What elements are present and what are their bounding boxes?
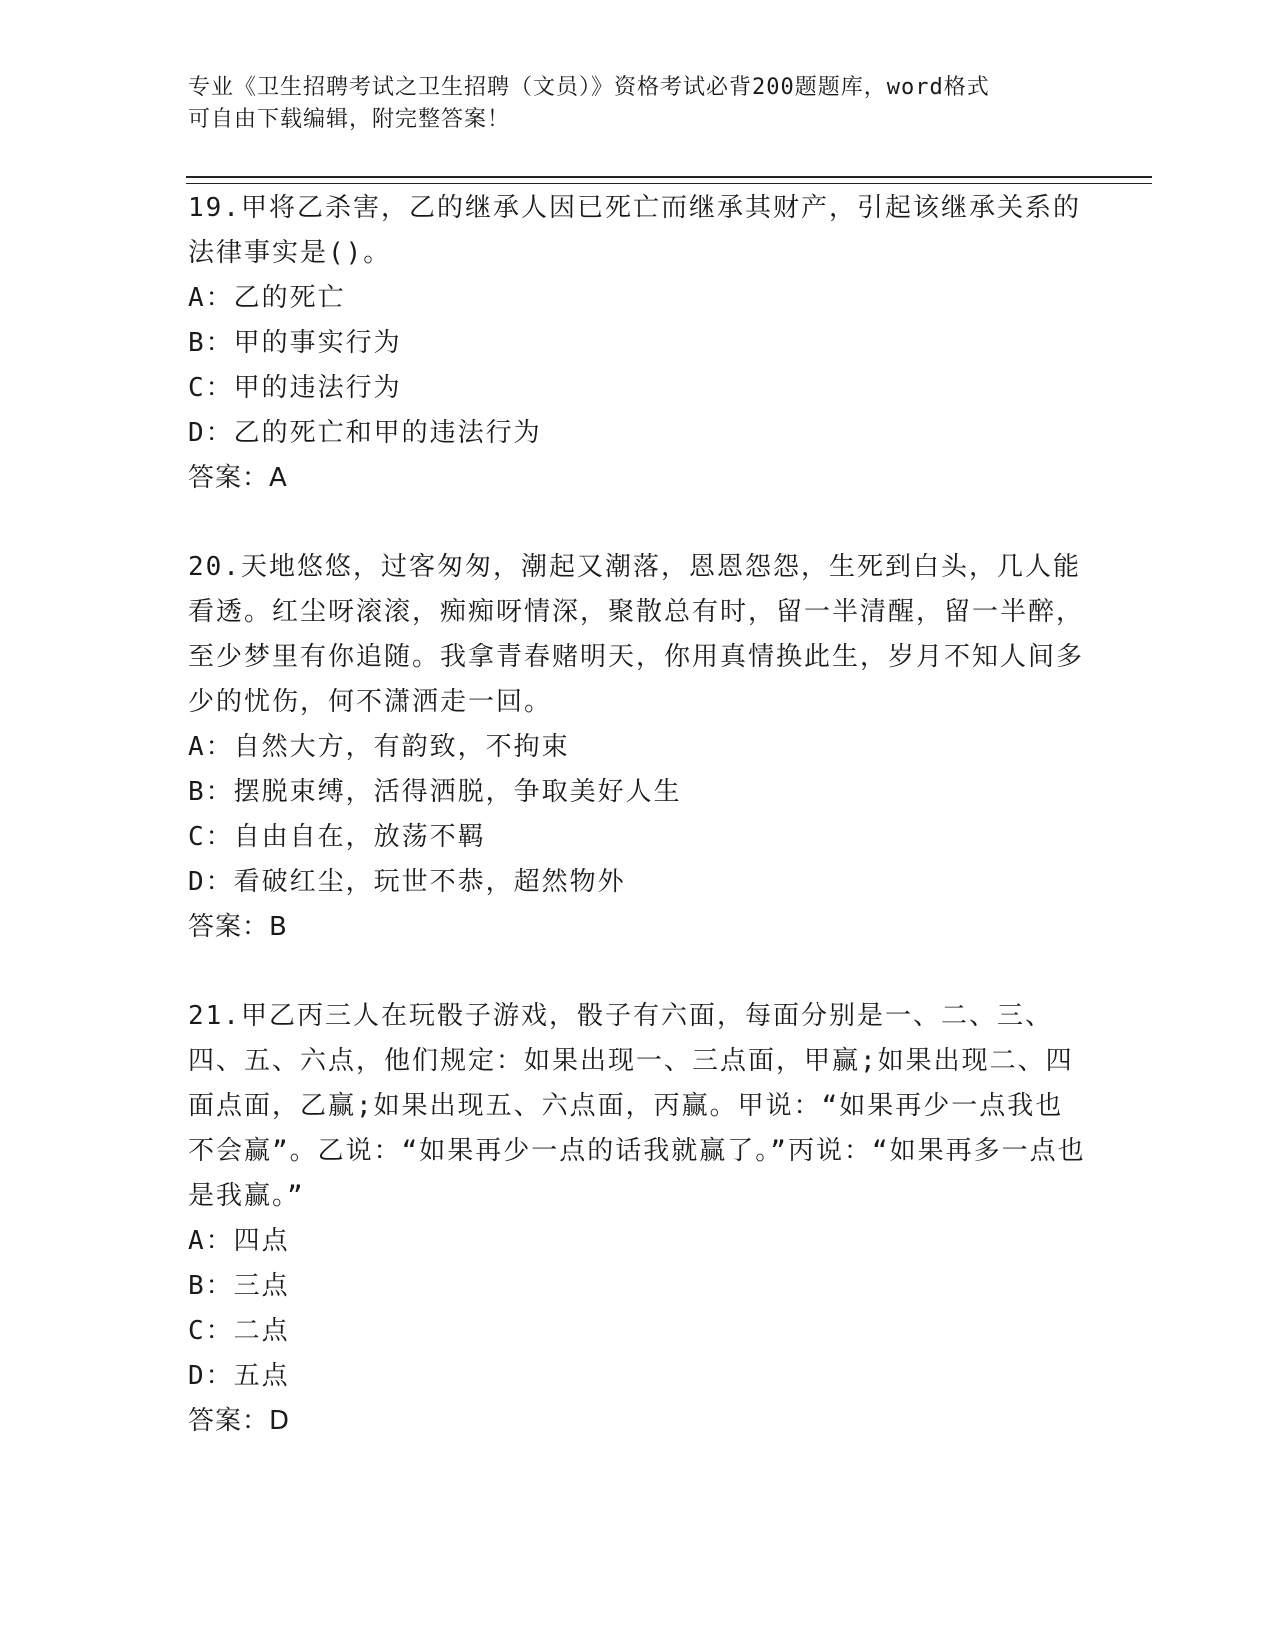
question-21 [188, 994, 1088, 1444]
question-list [188, 186, 1088, 1488]
option-a: A：乙的死亡 [188, 283, 346, 313]
header-line-2: 可自由下载编辑，附完整答案！ [188, 107, 511, 132]
option-b: B：摆脱束缚，活得洒脱，争取美好人生 [188, 777, 682, 807]
answer-label: 答案：B [188, 912, 288, 942]
answer-label: 答案：D [188, 1406, 291, 1436]
option-d: D：看破红尘，玩世不恭，超然物外 [188, 867, 626, 897]
question-stem: 20.天地悠悠，过客匆匆，潮起又潮落，恩恩怨怨，生死到白头，几人能看透。红尘呀滚滚，痴痴呀情深，聚散总有时，留一半清醒，留一半醉，至少梦里有你追随。我拿青春赌明天，你用真情换此生，岁月不知人间多少的忧伤，何不潇洒走一回。 [188, 552, 1085, 717]
option-b: B：三点 [188, 1271, 290, 1301]
question-stem: 21.甲乙丙三人在玩骰子游戏，骰子有六面，每面分别是一、二、三、四、五、六点，他们规定：如果出现一、三点面，甲赢;如果出现二、四面点面，乙赢;如果出现五、六点面，丙赢。甲说：“如果再少一点我也不会赢”。乙说：“如果再少一点的话我就赢了。”丙说：“如果再多一点也是我赢。” [188, 1001, 1086, 1211]
option-a: A：四点 [188, 1226, 290, 1256]
option-c: C：二点 [188, 1316, 290, 1346]
option-c: C：自由自在，放荡不羁 [188, 822, 486, 852]
question-19 [188, 186, 1088, 501]
option-b: B：甲的事实行为 [188, 328, 402, 358]
option-d: D：五点 [188, 1361, 290, 1391]
document-header [188, 72, 1068, 136]
answer-label: 答案：A [188, 463, 288, 493]
question-stem: 19.甲将乙杀害，乙的继承人因已死亡而继承其财产，引起该继承关系的法律事实是()。 [188, 193, 1081, 268]
header-line-1: 专业《卫生招聘考试之卫生招聘（文员）》资格考试必背200题题库，word格式 [188, 75, 990, 100]
header-divider [186, 176, 1152, 184]
option-d: D：乙的死亡和甲的违法行为 [188, 418, 542, 448]
option-c: C：甲的违法行为 [188, 373, 402, 403]
question-20 [188, 545, 1088, 950]
option-a: A：自然大方，有韵致，不拘束 [188, 732, 570, 762]
